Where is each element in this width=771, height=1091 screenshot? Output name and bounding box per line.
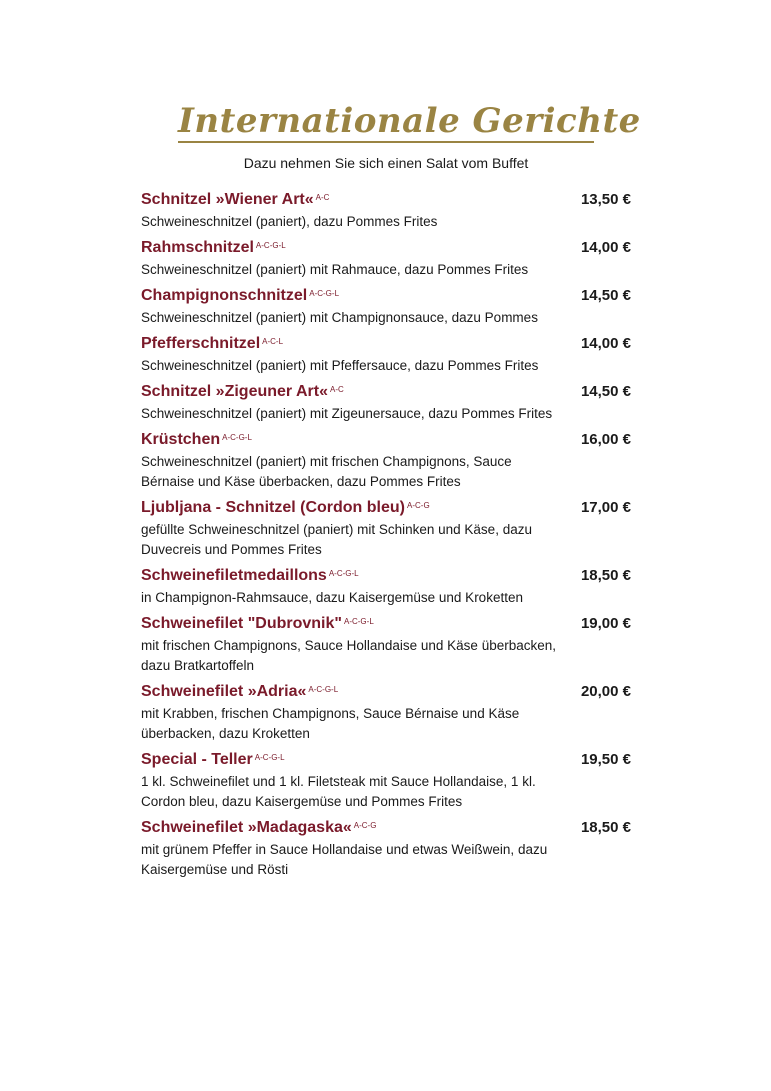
item-description: in Champignon-Rahmsauce, dazu Kaisergemüse und Kroketten [141,590,523,605]
allergen-codes: A-C-G-L [254,753,285,762]
allergen-codes: A-C-G-L [309,289,340,298]
allergen-codes: A-C [315,193,330,202]
item-price: 14,50 € [580,383,631,400]
menu-item [141,236,631,280]
allergen-codes: A-C-G [353,821,377,830]
item-description: mit Krabben, frischen Champignons, Sauce Bérnaise und Käse überbacken, dazu Kroketten [141,706,520,741]
menu-item [141,816,631,880]
item-price: 17,00 € [580,499,631,516]
item-name: Schweinefilet »Madagaska« [141,819,352,836]
item-description: mit frischen Champignons, Sauce Hollandaise und Käse überbacken, dazu Bratkartoffeln [141,638,556,673]
item-name: Schweinefilet "Dubrovnik" [141,615,342,632]
menu-title-block [178,100,641,142]
allergen-codes: A-C-G-L [328,569,359,578]
allergen-codes: A-C-G-L [222,433,252,442]
allergen-codes: A-C-G-L [308,685,339,694]
item-name: Champignonschnitzel [141,287,308,304]
menu-item [141,496,631,560]
item-price: 14,50 € [580,287,631,304]
menu-item [141,428,631,492]
item-description: mit grünem Pfeffer in Sauce Hollandaise und etwas Weißwein, dazu Kaisergemüse und Rösti [141,842,548,877]
allergen-codes: A-C-G-L [255,241,286,250]
allergen-codes: A-C-L [262,337,284,346]
page-subtitle: Dazu nehmen Sie sich einen Salat vom Buffet [243,155,529,171]
allergen-codes: A-C-G-L [343,617,374,626]
item-description: Schweineschnitzel (paniert) mit Zigeunersauce, dazu Pommes Frites [141,406,553,421]
item-price: 18,50 € [580,567,631,584]
item-description: gefüllte Schweineschnitzel (paniert) mit Schinken und Käse, dazu Duvecreis und Pommes Frites [141,522,532,557]
page-title: Internationale Gerichte [178,101,641,141]
menu-item [141,680,631,744]
title-underline [178,141,594,143]
item-price: 13,50 € [580,191,631,208]
item-price: 18,50 € [580,819,631,836]
item-description: Schweineschnitzel (paniert) mit Rahmauce, dazu Pommes Frites [141,262,529,277]
menu-item [141,188,631,232]
item-name: Pfefferschnitzel [141,335,261,352]
item-name: Ljubljana - Schnitzel (Cordon bleu) [141,499,405,516]
menu-item [141,380,631,424]
item-price: 20,00 € [580,683,631,700]
item-price: 19,50 € [580,751,631,768]
item-price: 19,00 € [580,615,631,632]
item-name: Schnitzel »Wiener Art« [141,191,314,208]
allergen-codes: A-C-G [407,501,430,510]
item-description: 1 kl. Schweinefilet und 1 kl. Filetsteak mit Sauce Hollandaise, 1 kl. Cordon bleu, dazu Kaisergemüse und Pommes Frites [141,774,536,809]
menu-item [141,564,631,608]
item-price: 16,00 € [580,431,631,448]
item-name: Schweinefiletmedaillons [141,567,327,584]
item-description: Schweineschnitzel (paniert) mit Pfeffersauce, dazu Pommes Frites [141,358,539,373]
allergen-codes: A-C [330,385,344,394]
menu-item [141,284,631,328]
menu-item [141,748,631,812]
item-price: 14,00 € [580,239,631,256]
menu-item [141,332,631,376]
item-name: Special - Teller [141,751,253,768]
item-price: 14,00 € [580,335,631,352]
item-description: Schweineschnitzel (paniert) mit frischen Champignons, Sauce Bérnaise und Käse überbacken, dazu Pommes Frites [141,454,512,489]
item-name: Schweinefilet »Adria« [141,683,307,700]
item-description: Schweineschnitzel (paniert), dazu Pommes Frites [141,214,438,229]
item-name: Rahmschnitzel [141,239,254,256]
item-name: Schnitzel »Zigeuner Art« [141,383,328,400]
menu-list [141,188,631,884]
menu-item [141,612,631,676]
item-name: Krüstchen [141,431,221,448]
item-description: Schweineschnitzel (paniert) mit Champignonsauce, dazu Pommes [141,310,538,325]
